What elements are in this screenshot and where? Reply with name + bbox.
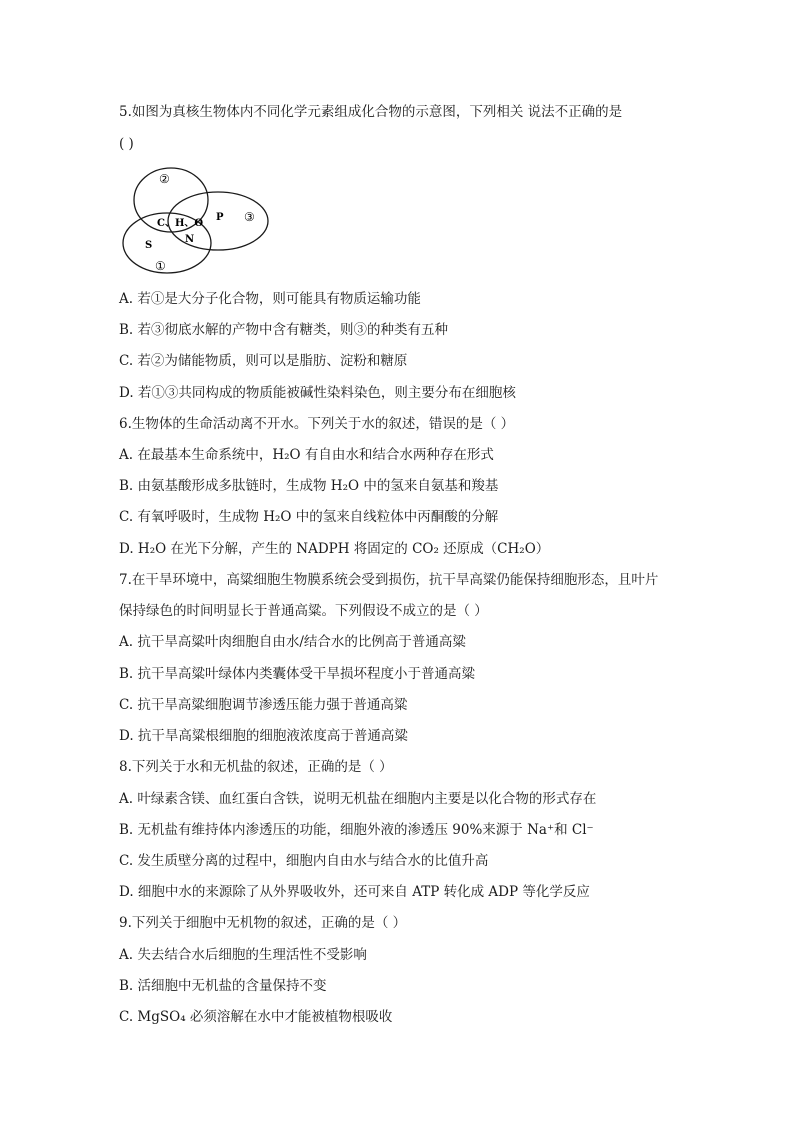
q7-option-d: D. 抗干旱高粱根细胞的细胞液浓度高于普通高粱 — [119, 728, 408, 744]
q9-option-c: C. MgSO₄ 必须溶解在水中才能被植物根吸收 — [119, 1009, 393, 1025]
q8-option-a: A. 叶绿素含镁、血红蛋白含铁，说明无机盐在细胞内主要是以化合物的形式存在 — [119, 791, 597, 807]
label-2: ② — [159, 172, 170, 186]
q7-option-a: A. 抗干旱高粱叶肉细胞自由水/结合水的比例高于普通高粱 — [119, 634, 466, 650]
q8-option-c: C. 发生质壁分离的过程中，细胞内自由水与结合水的比值升高 — [119, 853, 489, 869]
q7-stem-line-1: 7.在干旱环境中，高粱细胞生物膜系统会受到损伤，抗干旱高粱仍能保持细胞形态，且叶片 — [119, 572, 659, 588]
q6-stem: 6.生物体的生命活动离不开水。下列关于水的叙述，错误的是（ ） — [119, 416, 515, 432]
q6-option-b: B. 由氨基酸形成多肽链时，生成物 H₂O 中的氢来自氨基和羧基 — [119, 478, 499, 494]
q6-option-c: C. 有氧呼吸时，生成物 H₂O 中的氢来自线粒体中丙酮酸的分解 — [119, 509, 499, 525]
q7-option-c: C. 抗干旱高粱细胞调节渗透压能力强于普通高粱 — [119, 697, 408, 713]
label-center: C、H、O — [157, 218, 204, 229]
q7-option-b: B. 抗干旱高粱叶绿体内类囊体受干旱损坏程度小于普通高粱 — [119, 666, 476, 682]
q5-option-a: A. 若①是大分子化合物，则可能具有物质运输功能 — [119, 291, 421, 307]
q8-option-b: B. 无机盐有维持体内渗透压的功能，细胞外液的渗透压 90%来源于 Na⁺和 Cl⁻ — [119, 822, 594, 838]
label-3: ③ — [244, 210, 255, 224]
label-s: S — [145, 240, 153, 251]
q6-option-d: D. H₂O 在光下分解，产生的 NADPH 将固定的 CO₂ 还原成（CH₂O） — [119, 541, 550, 557]
q8-option-d: D. 细胞中水的来源除了从外界吸收外，还可来自 ATP 转化成 ADP 等化学反应 — [119, 884, 590, 900]
venn-diagram — [118, 162, 270, 278]
label-p: P — [216, 212, 224, 223]
label-1: ① — [155, 259, 166, 273]
q9-option-b: B. 活细胞中无机盐的含量保持不变 — [119, 978, 327, 994]
q5-option-c: C. 若②为储能物质，则可以是脂肪、淀粉和糖原 — [119, 353, 408, 369]
q5-stem: 5.如图为真核生物体内不同化学元素组成化合物的示意图，下列相关 说法不正确的是 — [119, 104, 623, 120]
q5-option-d: D. 若①③共同构成的物质能被碱性染料染色，则主要分布在细胞核 — [119, 385, 516, 401]
q9-option-a: A. 失去结合水后细胞的生理活性不受影响 — [119, 947, 367, 963]
q9-stem: 9.下列关于细胞中无机物的叙述，正确的是（ ） — [119, 915, 407, 931]
label-n: N — [185, 234, 195, 245]
q5-option-b: B. 若③彻底水解的产物中含有糖类，则③的种类有五种 — [119, 322, 449, 338]
q6-option-a: A. 在最基本生命系统中，H₂O 有自由水和结合水两种存在形式 — [119, 447, 494, 463]
q7-stem-line-2: 保持绿色的时间明显长于普通高粱。下列假设不成立的是（ ） — [119, 603, 488, 619]
q8-stem: 8.下列关于水和无机盐的叙述，正确的是（ ） — [119, 759, 393, 775]
q5-answer-paren: ( ) — [119, 136, 134, 152]
